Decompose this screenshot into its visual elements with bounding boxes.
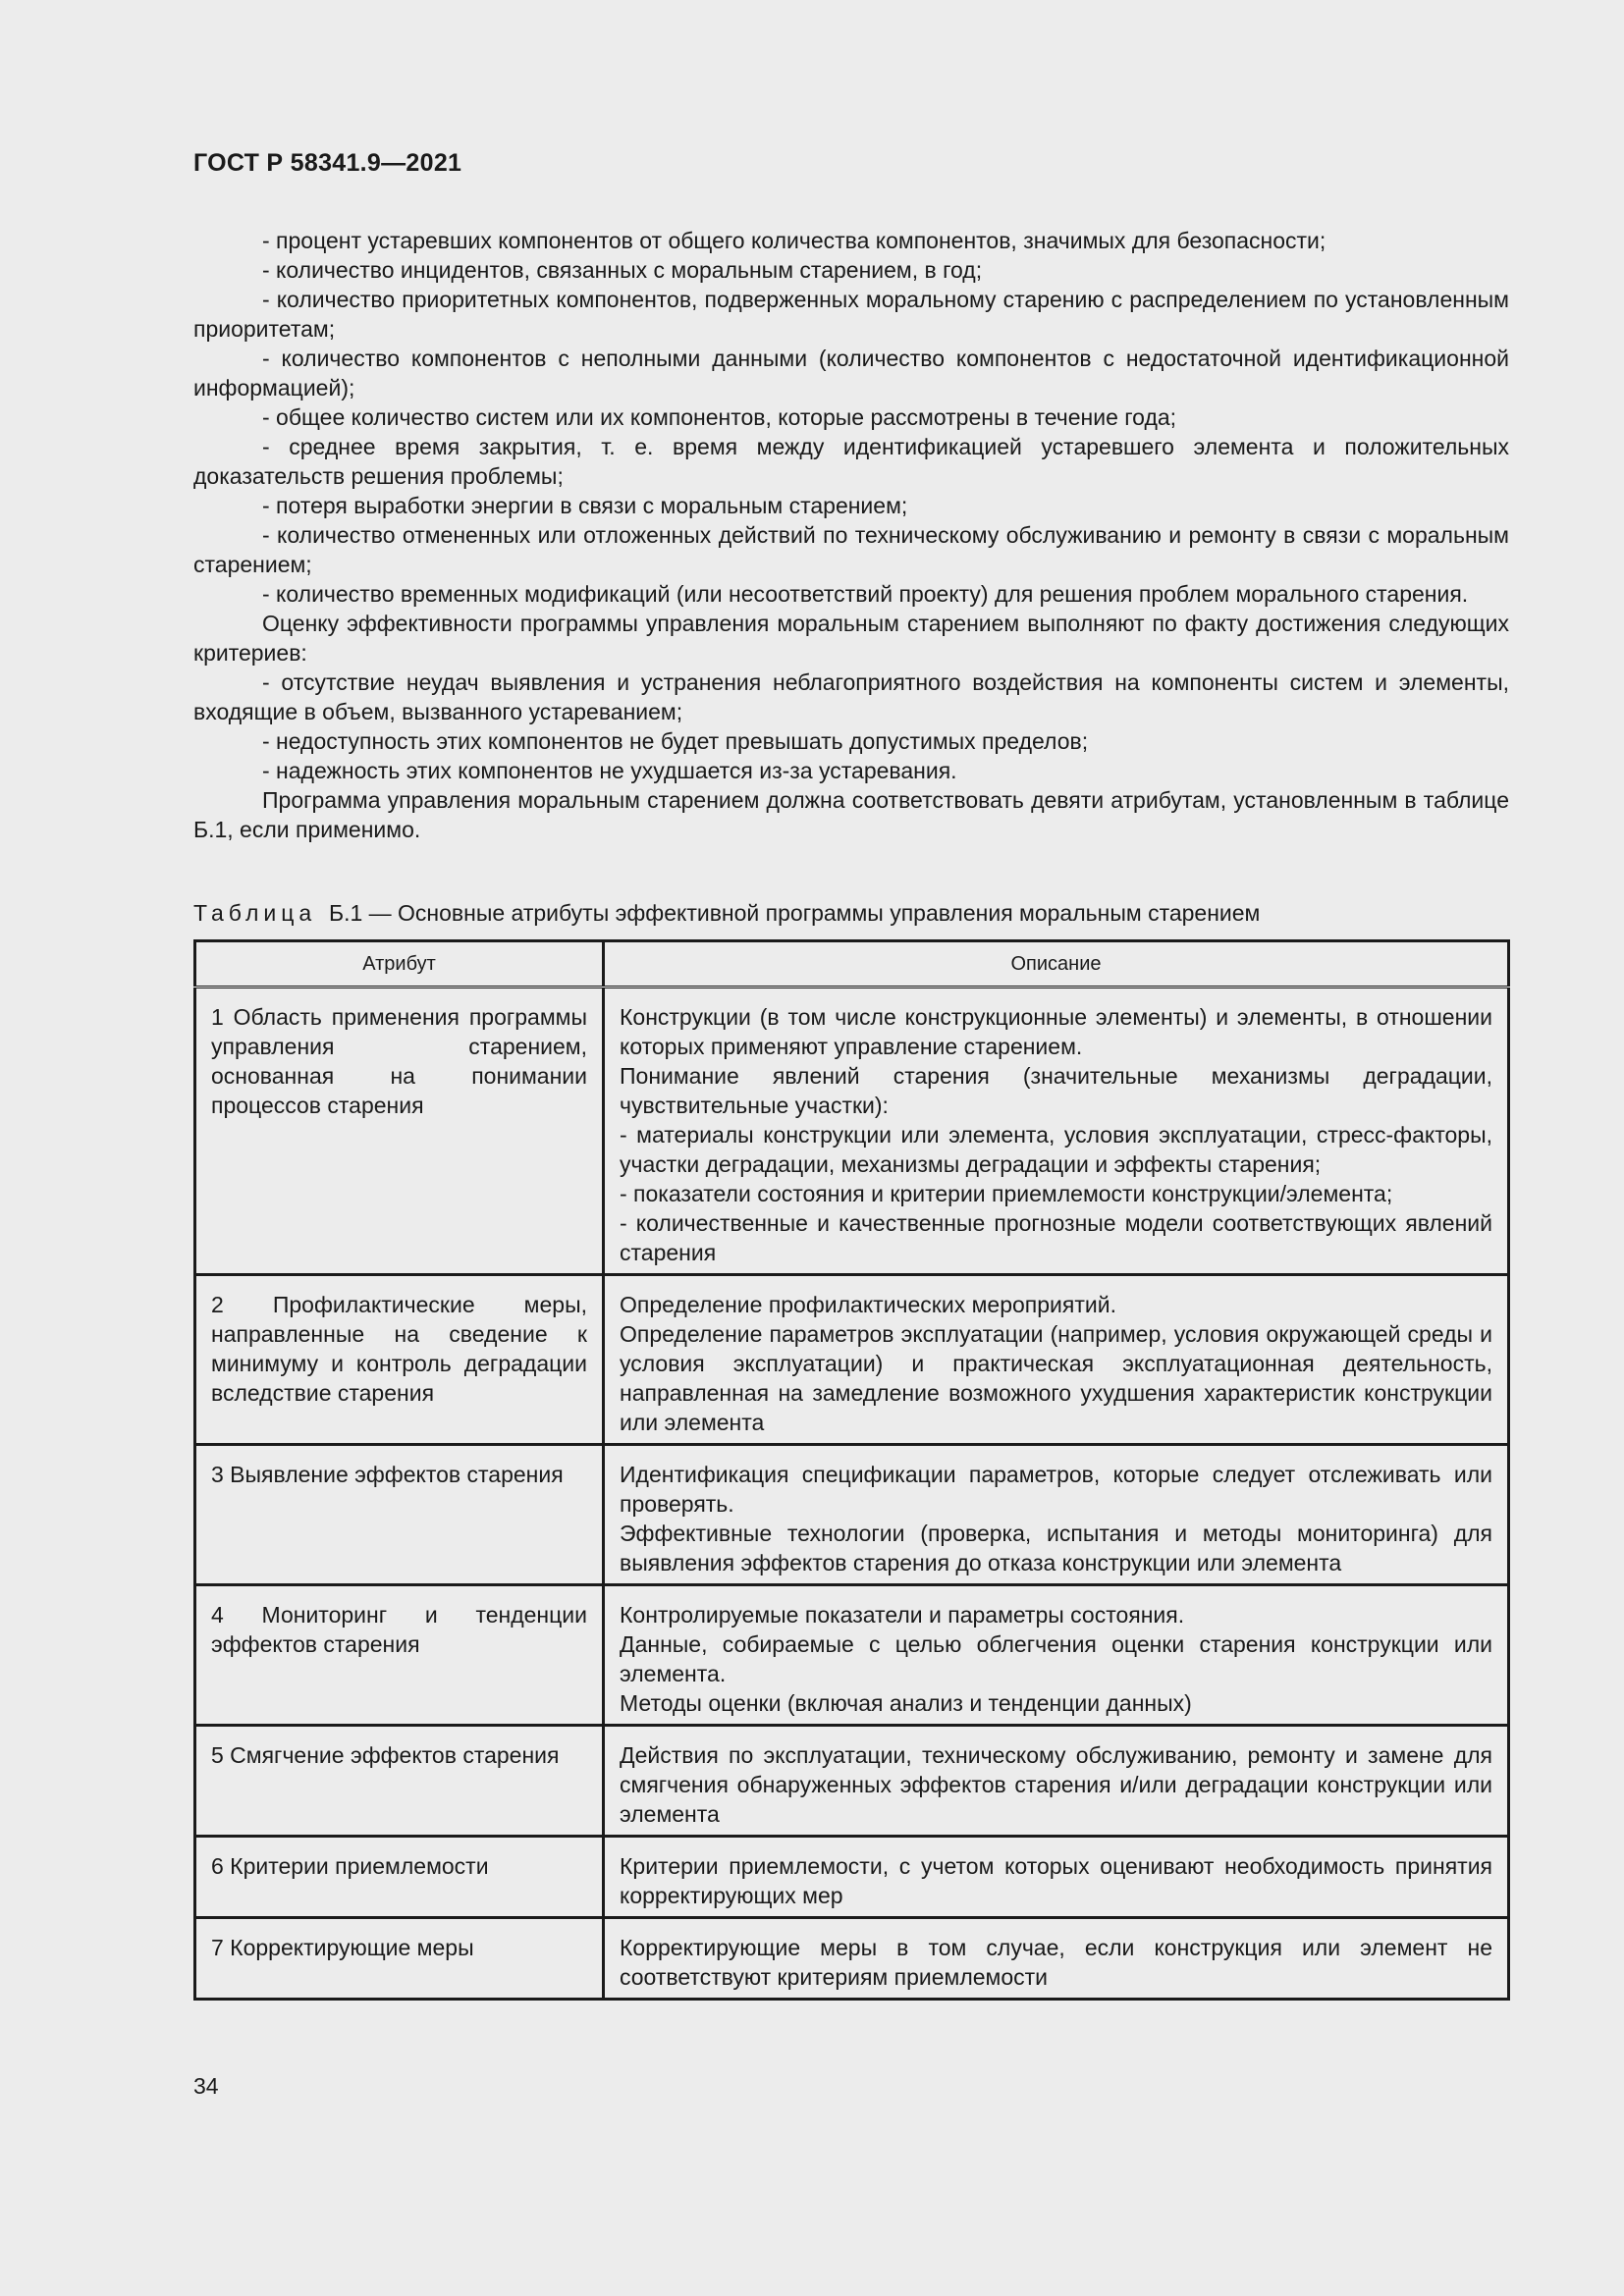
description-line: Определение параметров эксплуатации (например, условия окружающей среды и условия эксплуатации) и практическая эксплуатационная деятельность, направленная на замедление возможного ухудшения характеристик конструкции или элемента: [620, 1321, 1492, 1435]
table-row: [195, 1275, 1509, 1445]
description-line: Данные, собираемые с целью облегчения оценки старения конструкции или элемента.: [620, 1631, 1492, 1686]
paragraph: - количество инцидентов, связанных с моральным старением, в год;: [262, 257, 983, 283]
table-row: [195, 1837, 1509, 1918]
table-row: [195, 1918, 1509, 2000]
paragraph: - количество компонентов с неполными данными (количество компонентов с недостаточной идентификационной информацией);: [193, 346, 1509, 400]
body-text: [193, 226, 1509, 844]
attribute-cell: 4 Мониторинг и тенденции эффектов старения: [195, 1585, 604, 1726]
paragraph: Оценку эффективности программы управления моральным старением выполняют по факту достижения следующих критериев:: [193, 611, 1509, 666]
description-line: - количественные и качественные прогнозные модели соответствующих явлений старения: [620, 1210, 1492, 1265]
paragraph: - недоступность этих компонентов не будет превышать допустимых пределов;: [262, 728, 1089, 754]
table-caption-label: Таблица: [193, 900, 317, 926]
description-line: Корректирующие меры в том случае, если конструкция или элемент не соответствуют критериям приемлемости: [620, 1935, 1492, 1990]
description-line: Понимание явлений старения (значительные механизмы деградации, чувствительные участки):: [620, 1063, 1492, 1118]
table-row: [195, 1585, 1509, 1726]
table-row: [195, 988, 1509, 1275]
description-line: - показатели состояния и критерии приемлемости конструкции/элемента;: [620, 1181, 1393, 1206]
paragraph: - отсутствие неудач выявления и устранения неблагоприятного воздействия на компоненты систем и элементы, входящие в объем, вызванного устареванием;: [193, 669, 1509, 724]
paragraph: - количество временных модификаций (или несоответствий проекту) для решения проблем морального старения.: [262, 581, 1469, 607]
description-line: Идентификация спецификации параметров, которые следует отслеживать или проверять.: [620, 1462, 1492, 1517]
paragraph: - общее количество систем или их компонентов, которые рассмотрены в течение года;: [262, 404, 1177, 430]
attribute-cell: 6 Критерии приемлемости: [195, 1837, 604, 1918]
description-line: Конструкции (в том числе конструкционные элементы) и элементы, в отношении которых применяют управление старением.: [620, 1004, 1492, 1059]
description-cell: [604, 1275, 1509, 1445]
paragraph: - потеря выработки энергии в связи с моральным старением;: [262, 493, 908, 518]
attributes-table: [193, 939, 1510, 2001]
paragraph: - количество отмененных или отложенных действий по техническому обслуживанию и ремонту в связи с моральным старением;: [193, 522, 1509, 577]
description-cell: [604, 1918, 1509, 2000]
paragraph: - надежность этих компонентов не ухудшается из-за устаревания.: [262, 758, 957, 783]
table-caption-text: Б.1 — Основные атрибуты эффективной программы управления моральным старением: [328, 900, 1261, 926]
description-cell: [604, 1585, 1509, 1726]
paragraph: - количество приоритетных компонентов, подверженных моральному старению с распределением по установленным приоритетам;: [193, 287, 1509, 342]
page-number: 34: [193, 2073, 219, 2099]
paragraph: - процент устаревших компонентов от общего количества компонентов, значимых для безопасности;: [262, 228, 1326, 253]
column-header-attribute: Атрибут: [195, 941, 604, 988]
description-line: Критерии приемлемости, с учетом которых оценивают необходимость принятия корректирующих мер: [620, 1853, 1492, 1908]
attribute-cell: 7 Корректирующие меры: [195, 1918, 604, 2000]
table-caption: [193, 898, 1509, 928]
description-line: Методы оценки (включая анализ и тенденции данных): [620, 1690, 1192, 1716]
attribute-cell: 3 Выявление эффектов старения: [195, 1445, 604, 1585]
description-cell: [604, 1726, 1509, 1837]
description-cell: [604, 1445, 1509, 1585]
paragraph: - среднее время закрытия, т. е. время между идентификацией устаревшего элемента и положительных доказательств решения проблемы;: [193, 434, 1509, 489]
attribute-cell: 1 Область применения программы управления старением, основанная на понимании процессов старения: [195, 988, 604, 1275]
table-row: [195, 1726, 1509, 1837]
attribute-cell: 2 Профилактические меры, направленные на сведение к минимуму и контроль деградации вследствие старения: [195, 1275, 604, 1445]
document-header: ГОСТ Р 58341.9—2021: [193, 149, 462, 177]
column-header-description: Описание: [604, 941, 1509, 988]
table-row: [195, 1445, 1509, 1585]
attribute-cell: 5 Смягчение эффектов старения: [195, 1726, 604, 1837]
description-line: Эффективные технологии (проверка, испытания и методы мониторинга) для выявления эффектов старения до отказа конструкции или элемента: [620, 1521, 1492, 1575]
table-header-row: [195, 941, 1509, 988]
description-cell: [604, 988, 1509, 1275]
description-line: Определение профилактических мероприятий.: [620, 1292, 1116, 1317]
description-line: - материалы конструкции или элемента, условия эксплуатации, стресс-факторы, участки деградации, механизмы деградации и эффекты старения;: [620, 1122, 1492, 1177]
description-line: Контролируемые показатели и параметры состояния.: [620, 1602, 1185, 1628]
description-cell: [604, 1837, 1509, 1918]
paragraph: Программа управления моральным старением должна соответствовать девяти атрибутам, установленным в таблице Б.1, если применимо.: [193, 787, 1509, 842]
description-line: Действия по эксплуатации, техническому обслуживанию, ремонту и замене для смягчения обнаруженных эффектов старения и/или деградации конструкции или элемента: [620, 1742, 1492, 1827]
